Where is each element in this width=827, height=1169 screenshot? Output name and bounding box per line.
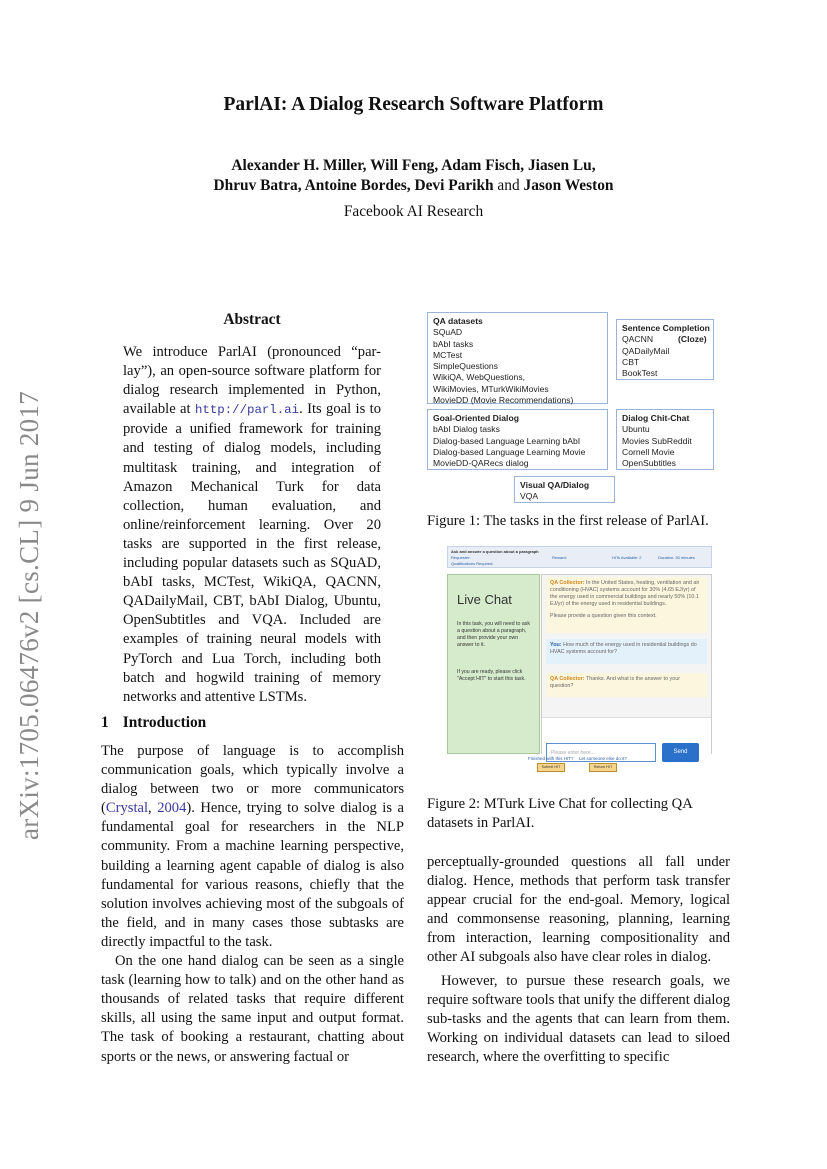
paper-title: ParlAI: A Dialog Research Software Platform — [223, 94, 604, 115]
section-number: 1 — [101, 714, 109, 731]
intro-paragraph-1 — [101, 742, 404, 952]
qa-datasets-title: QA datasets — [433, 316, 483, 326]
right-column-body — [427, 853, 730, 1067]
left-column-body — [101, 742, 404, 1067]
list-item: bAbI tasks — [433, 338, 474, 349]
finished-label: Finished with this HIT? — [528, 756, 574, 761]
intro-p1-text-a: The purpose of language is to accomplish communication goals, which typically involve a dialog between two or more communicators ( — [101, 743, 404, 817]
affiliation: Facebook AI Research — [343, 203, 484, 220]
list-item: WikiQA, WebQuestions, — [433, 372, 526, 383]
authors-line-2a: Dhruv Batra, Antoine Bordes, Devi Parikh — [213, 176, 494, 194]
arxiv-identifier: arXiv:1705.06476v2 [cs.CL] 9 Jun 2017 — [14, 390, 44, 840]
task-instructions-text: In this task, you will need to ask a question about a paragraph, and then provide your own answer to it. — [457, 621, 530, 648]
abstract-text-b: . Its goal is to provide a unified framework for training and testing of dialog models, including multitask training, and integration of Amazon Mechanical Turk for data collection, human evaluation, and online/reinforcement learning. Over 20 tasks are supported in the first release, including popular datasets such as SQuAD, bAbI tasks, MCTest, WikiQA, QACNN, QADailyMail, CBT, bAbI Dialog, Ubuntu, OpenSubtitles and VQA. Included are examples of training neural models with PyTorch and Lua Torch, including both batch and hogwild training of memory networks and attentive LSTMs. — [123, 401, 381, 705]
list-item: SQuAD — [433, 327, 463, 338]
reward-label: Reward: — [552, 555, 567, 560]
list-item: Dialog-based Language Learning bAbI — [433, 435, 581, 446]
citation-year[interactable]: 2004 — [157, 800, 187, 817]
submit-hit-button[interactable]: Submit HIT — [537, 763, 565, 772]
message-text: How much of the energy used in residential buildings do HVAC systems account for? — [550, 642, 697, 655]
sentence-completion-box — [616, 319, 714, 380]
message-speaker: QA Collector: — [550, 676, 585, 682]
list-item: CBT — [622, 356, 640, 367]
chat-message-user — [546, 639, 707, 664]
right-paragraph-2: However, to pursue these research goals, we require software tools that unify the different dialog sub-tasks and the agents that can learn from them. Working on individual datasets can lead to siloed research, where the overfitting to specific — [427, 972, 730, 1065]
hit-info-bar — [447, 546, 712, 568]
goal-oriented-title: Goal-Oriented Dialog — [433, 413, 519, 423]
chit-chat-title: Dialog Chit-Chat — [622, 413, 690, 423]
abstract-text-a: We introduce ParlAI (pronounced “par-lay”), an open-source software platform for dialog research implemented in Python, available at — [123, 344, 381, 418]
list-item: Movies SubReddit — [622, 435, 692, 446]
list-item: BookTest — [622, 368, 658, 379]
authors-line-1: Alexander H. Miller, Will Feng, Adam Fisch, Jiasen Lu, — [231, 157, 596, 174]
list-item: WikiMovies, MTurkWikiMovies — [433, 383, 549, 394]
message-speaker: You: — [550, 642, 562, 648]
qualifications-label: Qualifications Required: — [451, 561, 494, 566]
duration-label: Duration: 30 minutes — [658, 555, 695, 560]
live-chat-heading: Live Chat — [457, 592, 512, 607]
visual-qa-title: Visual QA/Dialog — [520, 480, 590, 490]
requester-label: Requester: — [451, 555, 471, 560]
chat-message-collector — [546, 577, 707, 633]
task-instructions-panel — [447, 574, 540, 754]
message-speaker: QA Collector: — [550, 580, 585, 586]
visual-qa-box — [514, 476, 615, 503]
section-title: Introduction — [122, 714, 207, 731]
list-item: VQA — [520, 491, 539, 502]
abstract-body — [123, 343, 381, 707]
goal-oriented-dialog-box — [427, 409, 608, 470]
authors-and: and — [497, 176, 520, 194]
list-item: Cornell Movie — [622, 446, 675, 457]
message-text: In the United States, heating, ventilation and air conditioning (HVAC) systems account for 30% (4.65 EJ/yr) of the energy used in commercial buildings and nearly 50% (10.1 EJ/yr) of the energy used in residential buildings. — [550, 580, 700, 607]
list-item: MCTest — [433, 349, 463, 360]
list-item: OpenSubtitles — [622, 458, 676, 469]
section-heading-introduction — [101, 714, 220, 732]
list-item: bAbI Dialog tasks — [433, 424, 500, 435]
parlai-url-link[interactable]: http://parl.ai — [194, 403, 300, 418]
intro-p1-text-b: , — [148, 800, 158, 817]
figure-1-caption: Figure 1: The tasks in the first release of ParlAI. — [427, 513, 709, 529]
list-item: QADailyMail — [622, 345, 670, 356]
message-text: Thanks. And what is the answer to your question? — [550, 676, 681, 689]
message-prompt: Please provide a question given this context. — [550, 613, 657, 619]
cloze-label: (Cloze) — [678, 334, 707, 345]
someone-else-label: Let someone else do it? — [579, 756, 627, 761]
sentence-completion-title: Sentence Completion — [622, 323, 710, 333]
list-item: Dialog-based Language Learning Movie — [433, 446, 586, 457]
accept-instructions-text: If you are ready, please click "Accept HIT" to start this task. — [457, 669, 526, 682]
list-item: MovieDD-QARecs dialog — [433, 458, 529, 469]
return-hit-button[interactable]: Return HIT — [589, 763, 617, 772]
list-item: Ubuntu — [622, 424, 650, 435]
right-paragraph-1: perceptually-grounded questions all fall under dialog. Hence, methods that perform task transfer appear crucial for the end-goal. Memory, logical and commonsense reasoning, planning, learning from interaction, learning compositionality and other AI subgoals also have clear roles in dialog. — [427, 854, 730, 966]
send-button[interactable]: Send — [662, 743, 699, 762]
intro-paragraph-2: On the one hand dialog can be seen as a single task (learning how to talk) and on the other hand as thousands of related tasks that require different skills, all using the same input and output format. The task of booking a restaurant, chatting about sports or the news, or answering factual or — [101, 953, 404, 1065]
qa-datasets-box — [427, 312, 608, 404]
chat-panel — [541, 574, 712, 754]
chat-message-input[interactable]: Please enter here... — [546, 743, 656, 762]
abstract-heading: Abstract — [223, 311, 281, 328]
author-list — [0, 156, 827, 195]
list-item: SimpleQuestions — [433, 361, 498, 372]
intro-p1-text-c: ). Hence, trying to solve dialog is a fundamental goal for researchers in the NLP community. From a machine learning perspective, building a learning agent capable of dialog is also fundamental for various reasons, chiefly that the solution involves achieving most of the subgoals of the field, and in many cases those subtasks are directly impactful to the task. — [101, 800, 405, 950]
figure-2-caption: Figure 2: MTurk Live Chat for collecting QA datasets in ParlAI. — [427, 796, 692, 832]
list-item: MovieDD (Movie Recommendations) — [433, 395, 574, 406]
citation-crystal[interactable]: Crystal — [105, 800, 149, 817]
authors-line-2b: Jason Weston — [523, 176, 614, 194]
chat-message-collector — [546, 673, 707, 697]
chit-chat-box — [616, 409, 714, 470]
figure-2-mturk-live-chat — [447, 546, 712, 782]
hits-available-label: HITs Available: 2 — [612, 555, 642, 560]
list-item: QACNN — [622, 334, 654, 345]
hit-title: Ask and answer a question about a paragraph — [451, 549, 539, 554]
